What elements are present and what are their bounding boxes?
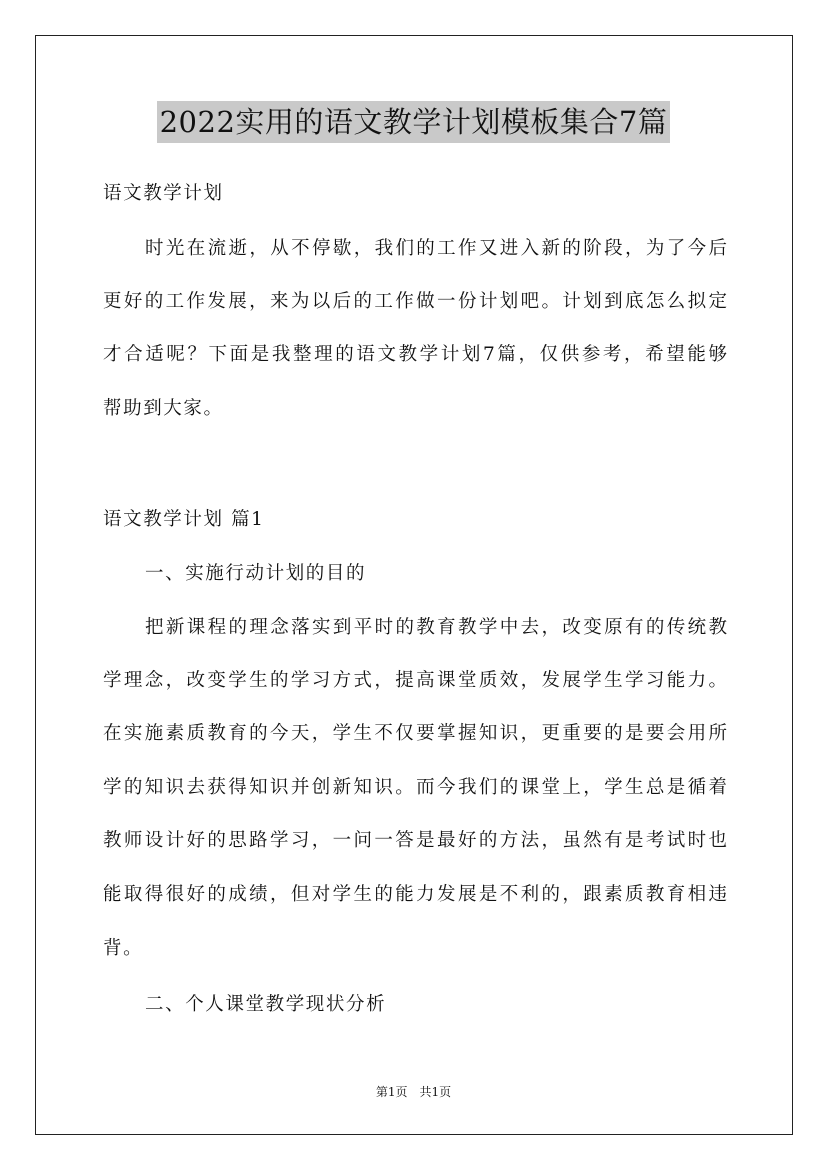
- intro-line: 时光在流逝，从不停歇，我们的工作又进入新的阶段，为了今后: [145, 238, 727, 259]
- document-title: 2022实用的语文教学计划模板集合7篇: [157, 101, 671, 143]
- page-number: 第1页 共1页: [375, 1085, 452, 1099]
- body-line: 把新课程的理念落实到平时的教育教学中去，改变原有的传统教: [145, 617, 727, 638]
- section-title: 语文教学计划 篇1: [103, 509, 265, 530]
- body-line: 学的知识去获得知识并创新知识。而今我们的课堂上，学生总是循着: [103, 777, 727, 798]
- body-line: 在实施素质教育的今天，学生不仅要掌握知识，更重要的是要会用所: [103, 723, 727, 744]
- heading: 语文教学计划: [103, 183, 224, 204]
- body-line: 能取得很好的成绩，但对学生的能力发展是不利的，跟素质教育相违: [103, 884, 727, 905]
- subheading-2: 二、个人课堂教学现状分析: [145, 994, 387, 1015]
- title-container: [0, 101, 827, 143]
- intro-line: 帮助到大家。: [103, 398, 224, 419]
- body-line: 教师设计好的思路学习，一问一答是最好的方法，虽然有是考试时也: [103, 830, 727, 851]
- intro-line: 才合适呢？下面是我整理的语文教学计划7篇，仅供参考，希望能够: [103, 344, 727, 365]
- body-line: 背。: [103, 938, 144, 959]
- subheading-1: 一、实施行动计划的目的: [145, 563, 367, 584]
- body-line: 学理念，改变学生的学习方式，提高课堂质效，发展学生学习能力。: [103, 670, 727, 691]
- intro-line: 更好的工作发展，来为以后的工作做一份计划吧。计划到底怎么拟定: [103, 291, 727, 312]
